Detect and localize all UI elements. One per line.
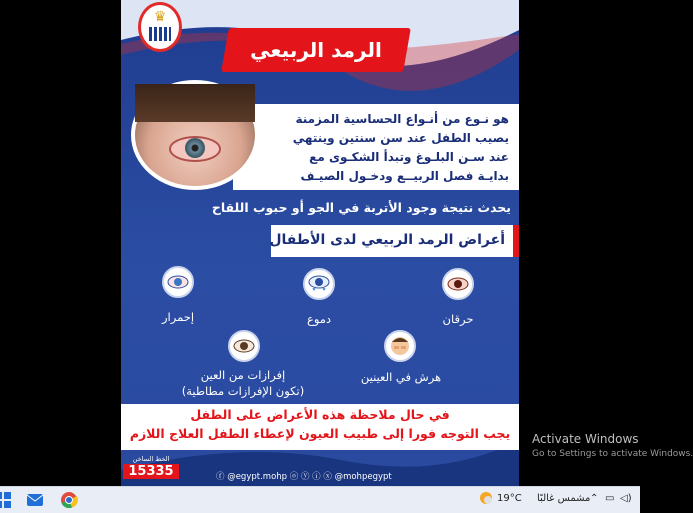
speaker-icon[interactable]: ◁) bbox=[620, 493, 632, 504]
description-line: يصيب الطفل عند سن سنتين وينتهي bbox=[292, 131, 509, 145]
child-eye-photo bbox=[131, 80, 259, 190]
hotline-number: 15335 bbox=[123, 464, 179, 479]
eye-tears-icon bbox=[303, 268, 335, 300]
chrome-icon[interactable] bbox=[60, 491, 78, 509]
weather-text[interactable]: مشمس غالبًا bbox=[537, 493, 591, 504]
warning-line-2: يجب التوجه فورا إلى طبيب العيون لإعطاء الطفل العلاج اللازم bbox=[129, 426, 511, 441]
social-handle-right: @mohpegypt bbox=[334, 472, 392, 482]
symptom-sublabel: (تكون الإفرازات مطاطية) bbox=[181, 384, 305, 398]
eye-burning-icon bbox=[442, 268, 474, 300]
ministry-logo bbox=[138, 2, 182, 52]
description-box bbox=[233, 104, 519, 190]
hotline-label: الخط الساخن bbox=[132, 455, 170, 463]
activate-windows-title: Activate Windows bbox=[532, 432, 639, 446]
eye-redness-icon bbox=[162, 266, 194, 298]
eye-discharge-icon bbox=[228, 330, 260, 362]
temperature[interactable]: 19°C bbox=[497, 493, 522, 504]
network-icon[interactable]: ▭ bbox=[605, 493, 615, 504]
description-line: هو نـوع من أنـواع الحساسية المزمنة bbox=[295, 112, 509, 126]
description-line: بدايـة فصل الربيــع ودخـول الصيـف bbox=[300, 169, 509, 183]
social-handles bbox=[216, 470, 392, 482]
warning-line-1: في حال ملاحظة هذه الأعراض على الطفل bbox=[190, 407, 450, 422]
social-icons: ⓞ ⓨ ⓘ ⓧ bbox=[289, 472, 335, 482]
logo-bars bbox=[149, 27, 171, 41]
hotline-badge bbox=[123, 456, 179, 484]
awareness-poster bbox=[121, 0, 519, 486]
symptoms-heading: أعراض الرمد الربيعي لدى الأطفال bbox=[269, 232, 505, 248]
mail-icon[interactable] bbox=[26, 491, 44, 509]
cause-text: يحدث نتيجة وجود الأتربة في الجو أو حبوب اللقاح bbox=[211, 200, 511, 215]
taskbar bbox=[0, 486, 640, 513]
symptom-label: حرقان bbox=[442, 312, 474, 326]
weather-icon[interactable] bbox=[478, 490, 494, 509]
symptom-label: هرش في العينين bbox=[360, 370, 442, 384]
description-line: عند سـن البلـوغ وتبدأ الشكـوى مع bbox=[309, 150, 509, 164]
chevron-up-icon[interactable]: ⌃ bbox=[590, 493, 599, 504]
social-handle-left: @egypt.mohp bbox=[227, 472, 288, 482]
facebook-icon: ⓕ bbox=[216, 472, 228, 482]
symptom-label: إفرازات من العين bbox=[200, 368, 286, 382]
symptom-label: إحمرار bbox=[161, 310, 195, 324]
rubbing-eyes-icon bbox=[384, 330, 416, 362]
poster-title: الرمد الربيعي bbox=[250, 38, 382, 62]
eagle-emblem-icon: ♛ bbox=[153, 9, 167, 25]
symptom-label: دموع bbox=[306, 312, 332, 326]
symptoms-heading-box bbox=[271, 225, 519, 257]
activate-windows-subtitle: Go to Settings to activate Windows. bbox=[532, 449, 693, 459]
windows-icon[interactable] bbox=[0, 491, 12, 509]
